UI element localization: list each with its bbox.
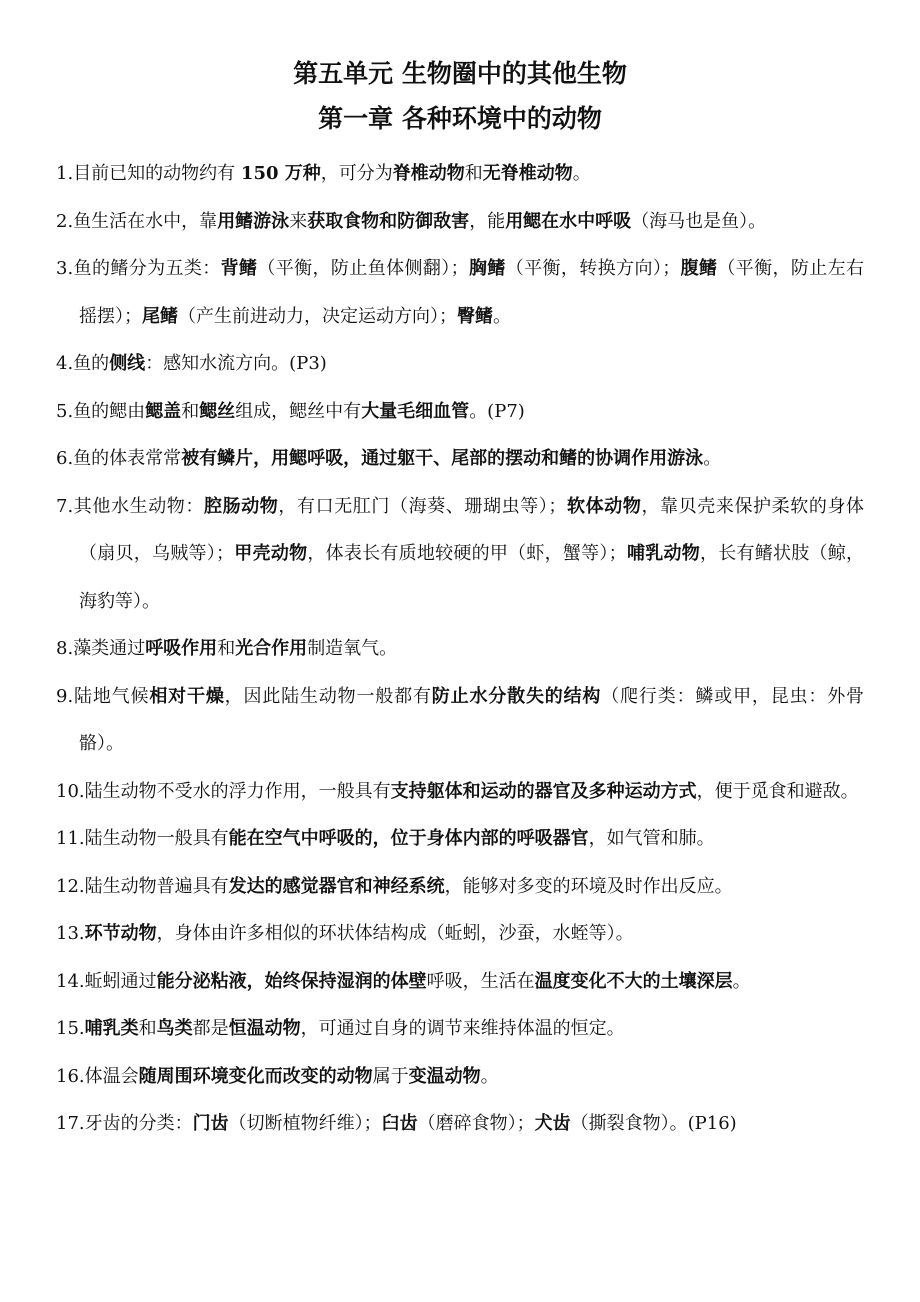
item-number: 2. xyxy=(56,210,74,232)
list-item xyxy=(56,340,864,388)
item-number: 3. xyxy=(56,258,74,279)
item-text: ，便于觅食和避敌。 xyxy=(696,780,859,802)
list-item xyxy=(56,435,864,483)
key-term: 门齿 xyxy=(192,1113,229,1134)
key-term: 鸟类 xyxy=(156,1018,193,1039)
key-term: 腹鳍 xyxy=(680,258,718,279)
key-term: 支持躯体和运动的器官及多种运动方式 xyxy=(390,780,697,802)
item-text: ，可分为 xyxy=(320,163,393,184)
item-text: 。 xyxy=(732,970,751,992)
item-text: （平衡，转换方向）； xyxy=(505,258,681,279)
key-term: 脊椎动物 xyxy=(392,163,465,184)
item-text: 。 xyxy=(572,163,591,184)
item-number: 10. xyxy=(56,780,85,802)
item-number: 5. xyxy=(56,400,74,422)
item-text: 和 xyxy=(464,163,483,184)
key-term: 相对干燥 xyxy=(149,685,225,707)
item-number: 14. xyxy=(56,970,85,992)
item-text: 蚯蚓通过 xyxy=(84,970,157,992)
item-text: （撕裂食物）。(P16) xyxy=(570,1113,737,1134)
item-text: 陆生动物不受水的浮力作用，一般具有 xyxy=(84,780,391,802)
item-text: 藻类通过 xyxy=(73,638,146,659)
item-number: 13. xyxy=(56,923,85,944)
key-term: 背鳍 xyxy=(220,258,258,279)
list-item xyxy=(56,388,864,436)
item-text: 鱼的 xyxy=(73,353,110,374)
list-item xyxy=(56,198,864,246)
key-term: 侧线 xyxy=(109,353,146,374)
key-term: 防止水分散失的结构 xyxy=(431,685,602,707)
item-text: 和 xyxy=(217,638,236,659)
key-term: 哺乳动物 xyxy=(626,543,700,564)
key-term: 臀鳍 xyxy=(457,305,493,327)
key-term: 软体动物 xyxy=(566,495,642,517)
item-number: 4. xyxy=(56,353,74,374)
item-text: （产生前进动力，决定运动方向）； xyxy=(178,305,457,327)
item-number: 16. xyxy=(56,1065,85,1087)
list-item xyxy=(56,815,864,863)
key-term: 犬齿 xyxy=(534,1113,571,1134)
item-text: 。 xyxy=(703,448,722,469)
key-term: 腔肠动物 xyxy=(204,495,279,517)
key-term: 被有鳞片，用鳃呼吸，通过躯干、尾部的摆动和鳍的协调作用游泳 xyxy=(181,448,704,469)
item-text: ，长有鳍状肢（鲸，海豹等）。 xyxy=(79,543,865,612)
key-term: 呼吸作用 xyxy=(145,638,218,659)
item-text: 和 xyxy=(181,400,200,422)
notes-list xyxy=(56,150,864,1148)
list-item xyxy=(56,1053,864,1101)
key-term: 用鳃在水中呼吸 xyxy=(505,210,632,232)
item-number: 8. xyxy=(56,638,74,659)
key-term: 大量毛细血管 xyxy=(361,400,470,422)
item-text: ，身体由许多相似的环状体结构成（蚯蚓，沙蚕，水蛭等）。 xyxy=(156,923,634,944)
item-number: 6. xyxy=(56,448,74,469)
item-text: ，如气管和肺。 xyxy=(588,828,715,849)
item-text: ，能够对多变的环境及时作出反应。 xyxy=(444,875,733,897)
key-term: 恒温动物 xyxy=(228,1018,301,1039)
list-item xyxy=(56,768,864,816)
item-text: （磨碎食物）； xyxy=(417,1113,535,1134)
item-number: 15. xyxy=(56,1018,85,1039)
item-text: ，靠贝壳来保护柔软的身体（扇贝，乌贼等）； xyxy=(79,495,865,564)
item-text: 鱼的体表常常 xyxy=(73,448,182,469)
item-text: 。 xyxy=(480,1065,499,1087)
item-text: （海马也是鱼）。 xyxy=(631,210,767,232)
item-text: 。 xyxy=(493,305,511,327)
item-text: 。(P7) xyxy=(469,400,525,422)
item-text: 目前已知的动物约有 xyxy=(73,163,241,184)
key-term: 臼齿 xyxy=(381,1113,418,1134)
item-text: ，体表长有质地较硬的甲（虾，蟹等）； xyxy=(307,543,627,564)
list-item xyxy=(56,483,864,626)
item-text: 体温会 xyxy=(84,1065,139,1087)
item-text: ：感知水流方向。(P3) xyxy=(145,353,327,374)
item-text: 呼吸，生活在 xyxy=(426,970,535,992)
item-text: 属于 xyxy=(372,1065,409,1087)
item-text: ，因此陆生动物一般都有 xyxy=(224,685,432,707)
item-text: ，可通过自身的调节来维持体温的恒定。 xyxy=(300,1018,625,1039)
list-item xyxy=(56,150,864,198)
key-term: 能分泌粘液，始终保持湿润的体壁 xyxy=(156,970,427,992)
item-text: （爬行类：鳞或甲，昆虫：外骨骼）。 xyxy=(79,685,865,754)
item-text: 组成，鳃丝中有 xyxy=(235,400,362,422)
list-item xyxy=(56,1100,864,1148)
item-text: 鱼的鳍分为五类： xyxy=(73,258,221,279)
item-text: 制造氧气。 xyxy=(307,638,398,659)
key-term: 甲壳动物 xyxy=(234,543,308,564)
item-number: 11. xyxy=(56,828,85,849)
key-term: 胸鳍 xyxy=(468,258,506,279)
key-term: 能在空气中呼吸的，位于身体内部的呼吸器官 xyxy=(228,828,589,849)
item-text: 陆地气候 xyxy=(73,685,150,707)
item-number: 17. xyxy=(56,1113,85,1134)
key-term: 150 万种 xyxy=(240,163,321,184)
list-item xyxy=(56,625,864,673)
item-text: 和 xyxy=(138,1018,157,1039)
list-item xyxy=(56,245,864,340)
key-term: 鳃盖 xyxy=(145,400,182,422)
key-term: 光合作用 xyxy=(235,638,308,659)
item-text: 鱼生活在水中，靠 xyxy=(73,210,218,232)
item-text: 鱼的鳃由 xyxy=(73,400,146,422)
chapter-title: 第一章 各种环境中的动物 xyxy=(318,104,602,133)
key-term: 发达的感觉器官和神经系统 xyxy=(228,875,445,897)
key-term: 温度变化不大的土壤深层 xyxy=(534,970,733,992)
item-text: ，能 xyxy=(469,210,506,232)
key-term: 用鳍游泳 xyxy=(217,210,290,232)
item-number: 12. xyxy=(56,875,85,897)
item-number: 7. xyxy=(56,495,74,517)
item-text: ，有口无肛门（海葵、珊瑚虫等）； xyxy=(278,495,567,517)
key-term: 哺乳类 xyxy=(84,1018,139,1039)
item-text: （平衡，防止鱼体侧翻）； xyxy=(257,258,469,279)
item-text: 牙齿的分类： xyxy=(84,1113,193,1134)
item-text: 陆生动物普遍具有 xyxy=(84,875,229,897)
unit-title: 第五单元 生物圈中的其他生物 xyxy=(293,59,627,88)
list-item xyxy=(56,958,864,1006)
item-text: 都是 xyxy=(192,1018,229,1039)
key-term: 变温动物 xyxy=(408,1065,481,1087)
item-number: 1. xyxy=(56,163,74,184)
key-term: 无脊椎动物 xyxy=(482,163,573,184)
list-item xyxy=(56,910,864,958)
key-term: 鳃丝 xyxy=(199,400,236,422)
item-text: 其他水生动物： xyxy=(73,495,204,517)
list-item xyxy=(56,673,864,768)
item-text: 来 xyxy=(289,210,308,232)
key-term: 尾鳍 xyxy=(142,305,178,327)
key-term: 随周围环境变化而改变的动物 xyxy=(138,1065,373,1087)
list-item xyxy=(56,1005,864,1053)
item-text: （平衡，防止左右摇摆）； xyxy=(79,258,865,327)
item-text: （切断植物纤维）； xyxy=(228,1113,382,1134)
item-text: 陆生动物一般具有 xyxy=(84,828,229,849)
list-item xyxy=(56,863,864,911)
key-term: 环节动物 xyxy=(84,923,157,944)
item-number: 9. xyxy=(56,685,74,707)
key-term: 获取食物和防御敌害 xyxy=(307,210,470,232)
